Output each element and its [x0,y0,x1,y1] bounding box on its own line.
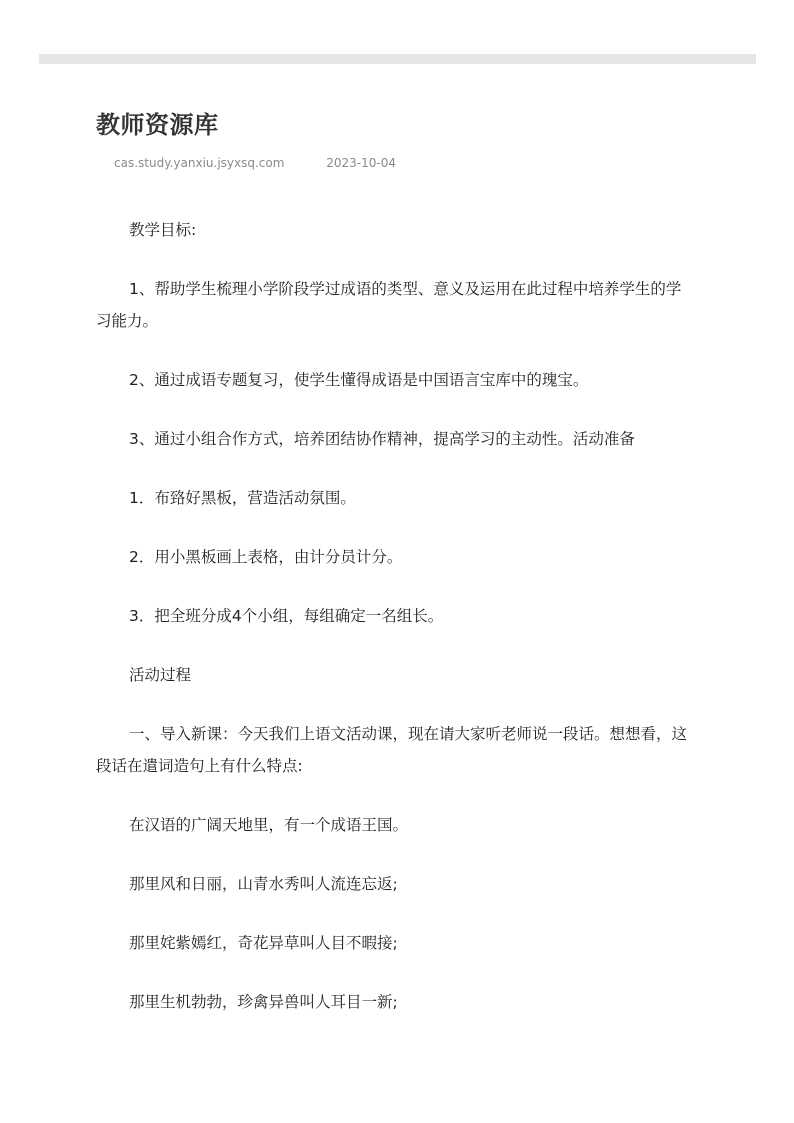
article-body [96,214,696,1045]
paragraph: 1．布臵好黑板，营造活动氛围。 [129,489,356,507]
source-url: cas.study.yanxiu.jsyxsq.com [114,156,285,170]
paragraph: 3、通过小组合作方式，培养团结协作精神，提高学习的主动性。活动准备 [129,430,635,448]
paragraph: 1、帮助学生梳理小学阶段学过成语的类型、意义及运用在此过程中培养学生的学习能力。 [96,280,682,330]
paragraph: 活动过程 [129,666,192,684]
page-title: 教师资源库 [96,111,219,139]
paragraph: 那里姹紫嫣红，奇花异草叫人目不暇接; [129,934,398,952]
publish-date: 2023-10-04 [326,156,396,170]
paragraph: 那里风和日丽，山青水秀叫人流连忘返; [129,875,398,893]
paragraph: 一、导入新课：今天我们上语文活动课，现在请大家听老师说一段话。想想看，这段话在遣词造句上有什么特点: [96,725,688,775]
paragraph: 那里生机勃勃，珍禽异兽叫人耳目一新; [129,993,398,1011]
paragraph: 2．用小黑板画上表格，由计分员计分。 [129,548,403,566]
top-divider-bar [39,54,756,64]
paragraph: 3．把全班分成4个小组，每组确定一名组长。 [129,607,444,625]
meta-info [114,155,396,171]
paragraph: 在汉语的广阔天地里，有一个成语王国。 [129,816,409,834]
paragraph: 2、通过成语专题复习，使学生懂得成语是中国语言宝库中的瑰宝。 [129,371,589,389]
paragraph: 教学目标: [129,221,197,239]
